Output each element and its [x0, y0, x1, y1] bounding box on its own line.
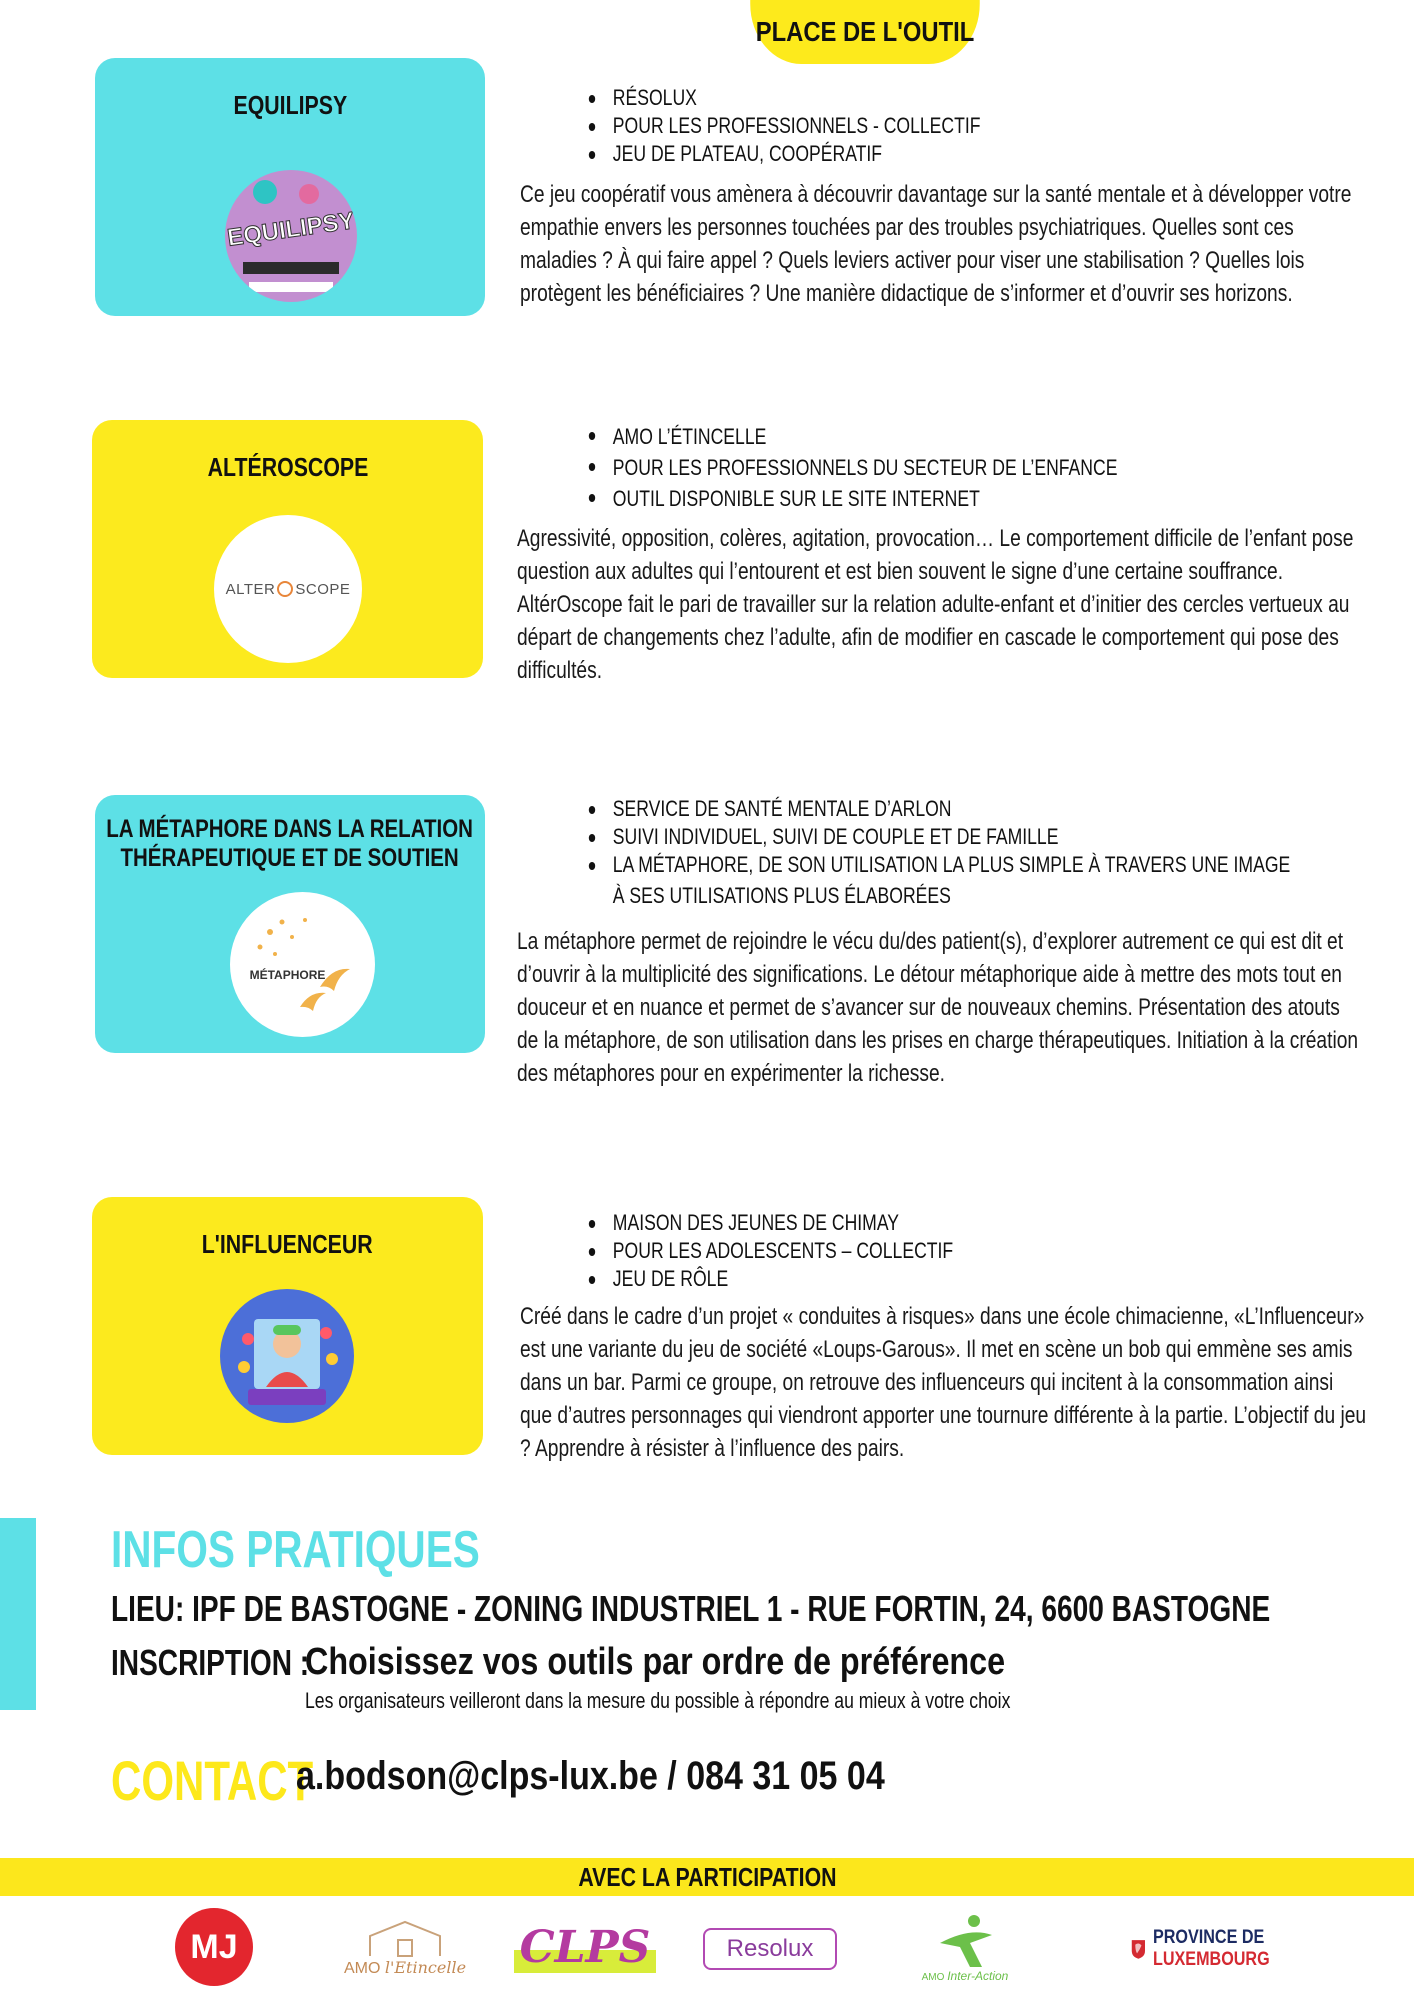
participation-band: [0, 1858, 1414, 1896]
tool-description: Agressivité, opposition, colères, agitation, provocation… Le comportement difficile de l’enfant pose question aux adultes qui l’entourent et est bien souvent le signe d’une certaine souffrance. AltérOscope fait le pari de travailler sur la relation adulte-enfant et d’initier des cercles vertueux au départ de changements chez l’adulte, afin de modifier en cascade le comportement qui pose des difficultés.: [517, 525, 1354, 684]
tool-card-equilipsy: [95, 58, 485, 316]
list-item: OUTIL DISPONIBLE SUR LE SITE INTERNET: [584, 483, 1117, 514]
tool-title: L'INFLUENCEUR: [202, 1229, 373, 1259]
alteroscope-logo-left: ALTER: [225, 580, 276, 598]
tool-description: Ce jeu coopératif vous amènera à découvrir davantage sur la santé mentale et à développer votre empathie envers les personnes touchées par des troubles psychiatriques. Quelles sont ces maladies ? À qui faire appel ? Quels leviers activer pour viser une stabilisation ? Quelles lois protègent les bénéficiaires ? Une manière didactique de s’informer et d’ouvrir ses horizons.: [520, 181, 1352, 307]
amo-text: AMO: [343, 1960, 381, 1977]
influencer-avatar-icon: [220, 1289, 354, 1423]
tool-title: ALTÉROSCOPE: [207, 452, 368, 482]
contact-label: CONTACT: [111, 1749, 314, 1812]
mj-logo-text: MJ: [190, 1927, 238, 1966]
tool-bullets: [584, 1209, 1045, 1293]
tool-card-metaphore: [95, 795, 485, 1053]
alteroscope-logo-right: SCOPE: [295, 580, 351, 598]
contact-link[interactable]: a.bodson@clps-lux.be / 084 31 05 04: [296, 1754, 885, 1798]
influenceur-image: [220, 1289, 354, 1423]
place-de-loutil-label: PLACE DE L'OUTIL: [755, 16, 975, 47]
inscription-value: Choisissez vos outils par ordre de préférence: [305, 1641, 1006, 1683]
list-item-continuation: À SES UTILISATIONS PLUS ÉLABORÉES: [612, 883, 951, 908]
list-item: LA MÉTAPHORE, DE SON UTILISATION LA PLUS SIMPLE À TRAVERS UNE IMAGE: [584, 851, 1290, 879]
province-line-1: PROVINCE DE: [1152, 1927, 1265, 1948]
equilipsy-logo-text: EQUILIPSY: [225, 207, 357, 252]
infos-pratiques-title: INFOS PRATIQUES: [111, 1521, 480, 1579]
resolux-logo-text: Resolux: [726, 1935, 814, 1962]
lion-crest-icon: [1130, 1925, 1147, 1973]
list-item: POUR LES PROFESSIONNELS - COLLECTIF: [584, 112, 981, 140]
tool-card-alteroscope: [92, 420, 483, 678]
lieu-line: LIEU: IPF DE BASTOGNE - ZONING INDUSTRIEL 1 - RUE FORTIN, 24, 6600 BASTOGNE: [111, 1588, 1271, 1629]
tool-title-line: THÉRAPEUTIQUE ET DE SOUTIEN: [120, 844, 460, 872]
alteroscope-logo: [226, 581, 351, 598]
person-figure-icon: [930, 1913, 1000, 1969]
inter-action-amo: AMO: [921, 1972, 945, 1983]
tool-description: La métaphore permet de rejoindre le vécu du/des patient(s), d’explorer autrement ce qui est dit et d’ouvrir à la multiplicité des significations. Le détour métaphorique aide à mettre des mots tout en douceur et en nuance et permet de s’avancer sur de nouveaux chemins. Présentation des atouts de la métaphore, de son utilisation dans les prises en charge thérapeutiques. Initiation à la création des métaphores pour en expérimenter la richesse.: [517, 928, 1359, 1087]
list-item: POUR LES PROFESSIONNELS DU SECTEUR DE L’ENFANCE: [584, 452, 1117, 483]
tool-card-influenceur: [92, 1197, 483, 1455]
tool-title: EQUILIPSY: [233, 90, 347, 120]
alteroscope-image: [214, 515, 362, 663]
metaphore-image: [230, 892, 375, 1037]
tool-title: [107, 815, 474, 873]
amo-etincelle-logo: [340, 1910, 470, 1986]
list-item: MAISON DES JEUNES DE CHIMAY: [584, 1209, 953, 1237]
province-luxembourg-logo: [1130, 1922, 1290, 1976]
resolux-logo: [703, 1928, 837, 1970]
place-de-loutil-tab: [750, 0, 980, 64]
list-item: JEU DE RÔLE: [584, 1265, 953, 1293]
tool-title-line: LA MÉTAPHORE DANS LA RELATION: [106, 815, 474, 843]
clps-logo-text: CLPS: [514, 1922, 657, 1973]
tool-bullets: [584, 84, 1080, 168]
inter-action-text: [922, 1969, 1009, 1983]
list-item: AMO L’ÉTINCELLE: [584, 421, 1117, 452]
cyan-side-bar: [0, 1518, 36, 1710]
birds-icon: [230, 892, 375, 1037]
house-icon: [360, 1918, 450, 1958]
eye-icon: [277, 581, 293, 597]
tool-bullets: [584, 421, 1251, 514]
province-text: [1153, 1927, 1290, 1971]
etincelle-text: l'Etincelle: [384, 1958, 467, 1977]
inscription-note: Les organisateurs veilleront dans la mesure du possible à répondre au mieux à votre choix: [305, 1688, 1011, 1713]
list-item: RÉSOLUX: [584, 84, 981, 112]
list-item: SERVICE DE SANTÉ MENTALE D’ARLON: [584, 795, 1290, 823]
equilipsy-image: [225, 170, 357, 302]
clps-logo: [515, 1912, 655, 1982]
inter-action-logo: [900, 1908, 1030, 1988]
tool-description: Créé dans le cadre d’un projet « conduites à risques» dans une école chimacienne, «L’Influenceur» est une variante du jeu de société «Loups-Garous». Il met en scène un bob qui emmène ses amis dans un bar. Parmi ce groupe, on retrouve des influenceurs qui incitent à la consommation ainsi que d’autres personnages qui viendront apporter une tournure différente à la partie. L’objectif du jeu ? Apprendre à résister à l’influence des pairs.: [520, 1303, 1367, 1462]
list-item: SUIVI INDIVIDUEL, SUIVI DE COUPLE ET DE FAMILLE: [584, 823, 1290, 851]
mj-logo: [175, 1908, 253, 1986]
participation-label: AVEC LA PARTICIPATION: [577, 1861, 837, 1892]
amo-etincelle-text: [344, 1958, 466, 1978]
list-item: POUR LES ADOLESCENTS – COLLECTIF: [584, 1237, 953, 1265]
list-item: JEU DE PLATEAU, COOPÉRATIF: [584, 140, 981, 168]
province-line-2: LUXEMBOURG: [1152, 1949, 1270, 1970]
metaphore-caption: MÉTAPHORE: [249, 967, 326, 982]
tool-bullets: [584, 795, 1414, 913]
inter-action-name: Inter-Action: [947, 1969, 1009, 1983]
inscription-label: INSCRIPTION :: [111, 1642, 310, 1683]
